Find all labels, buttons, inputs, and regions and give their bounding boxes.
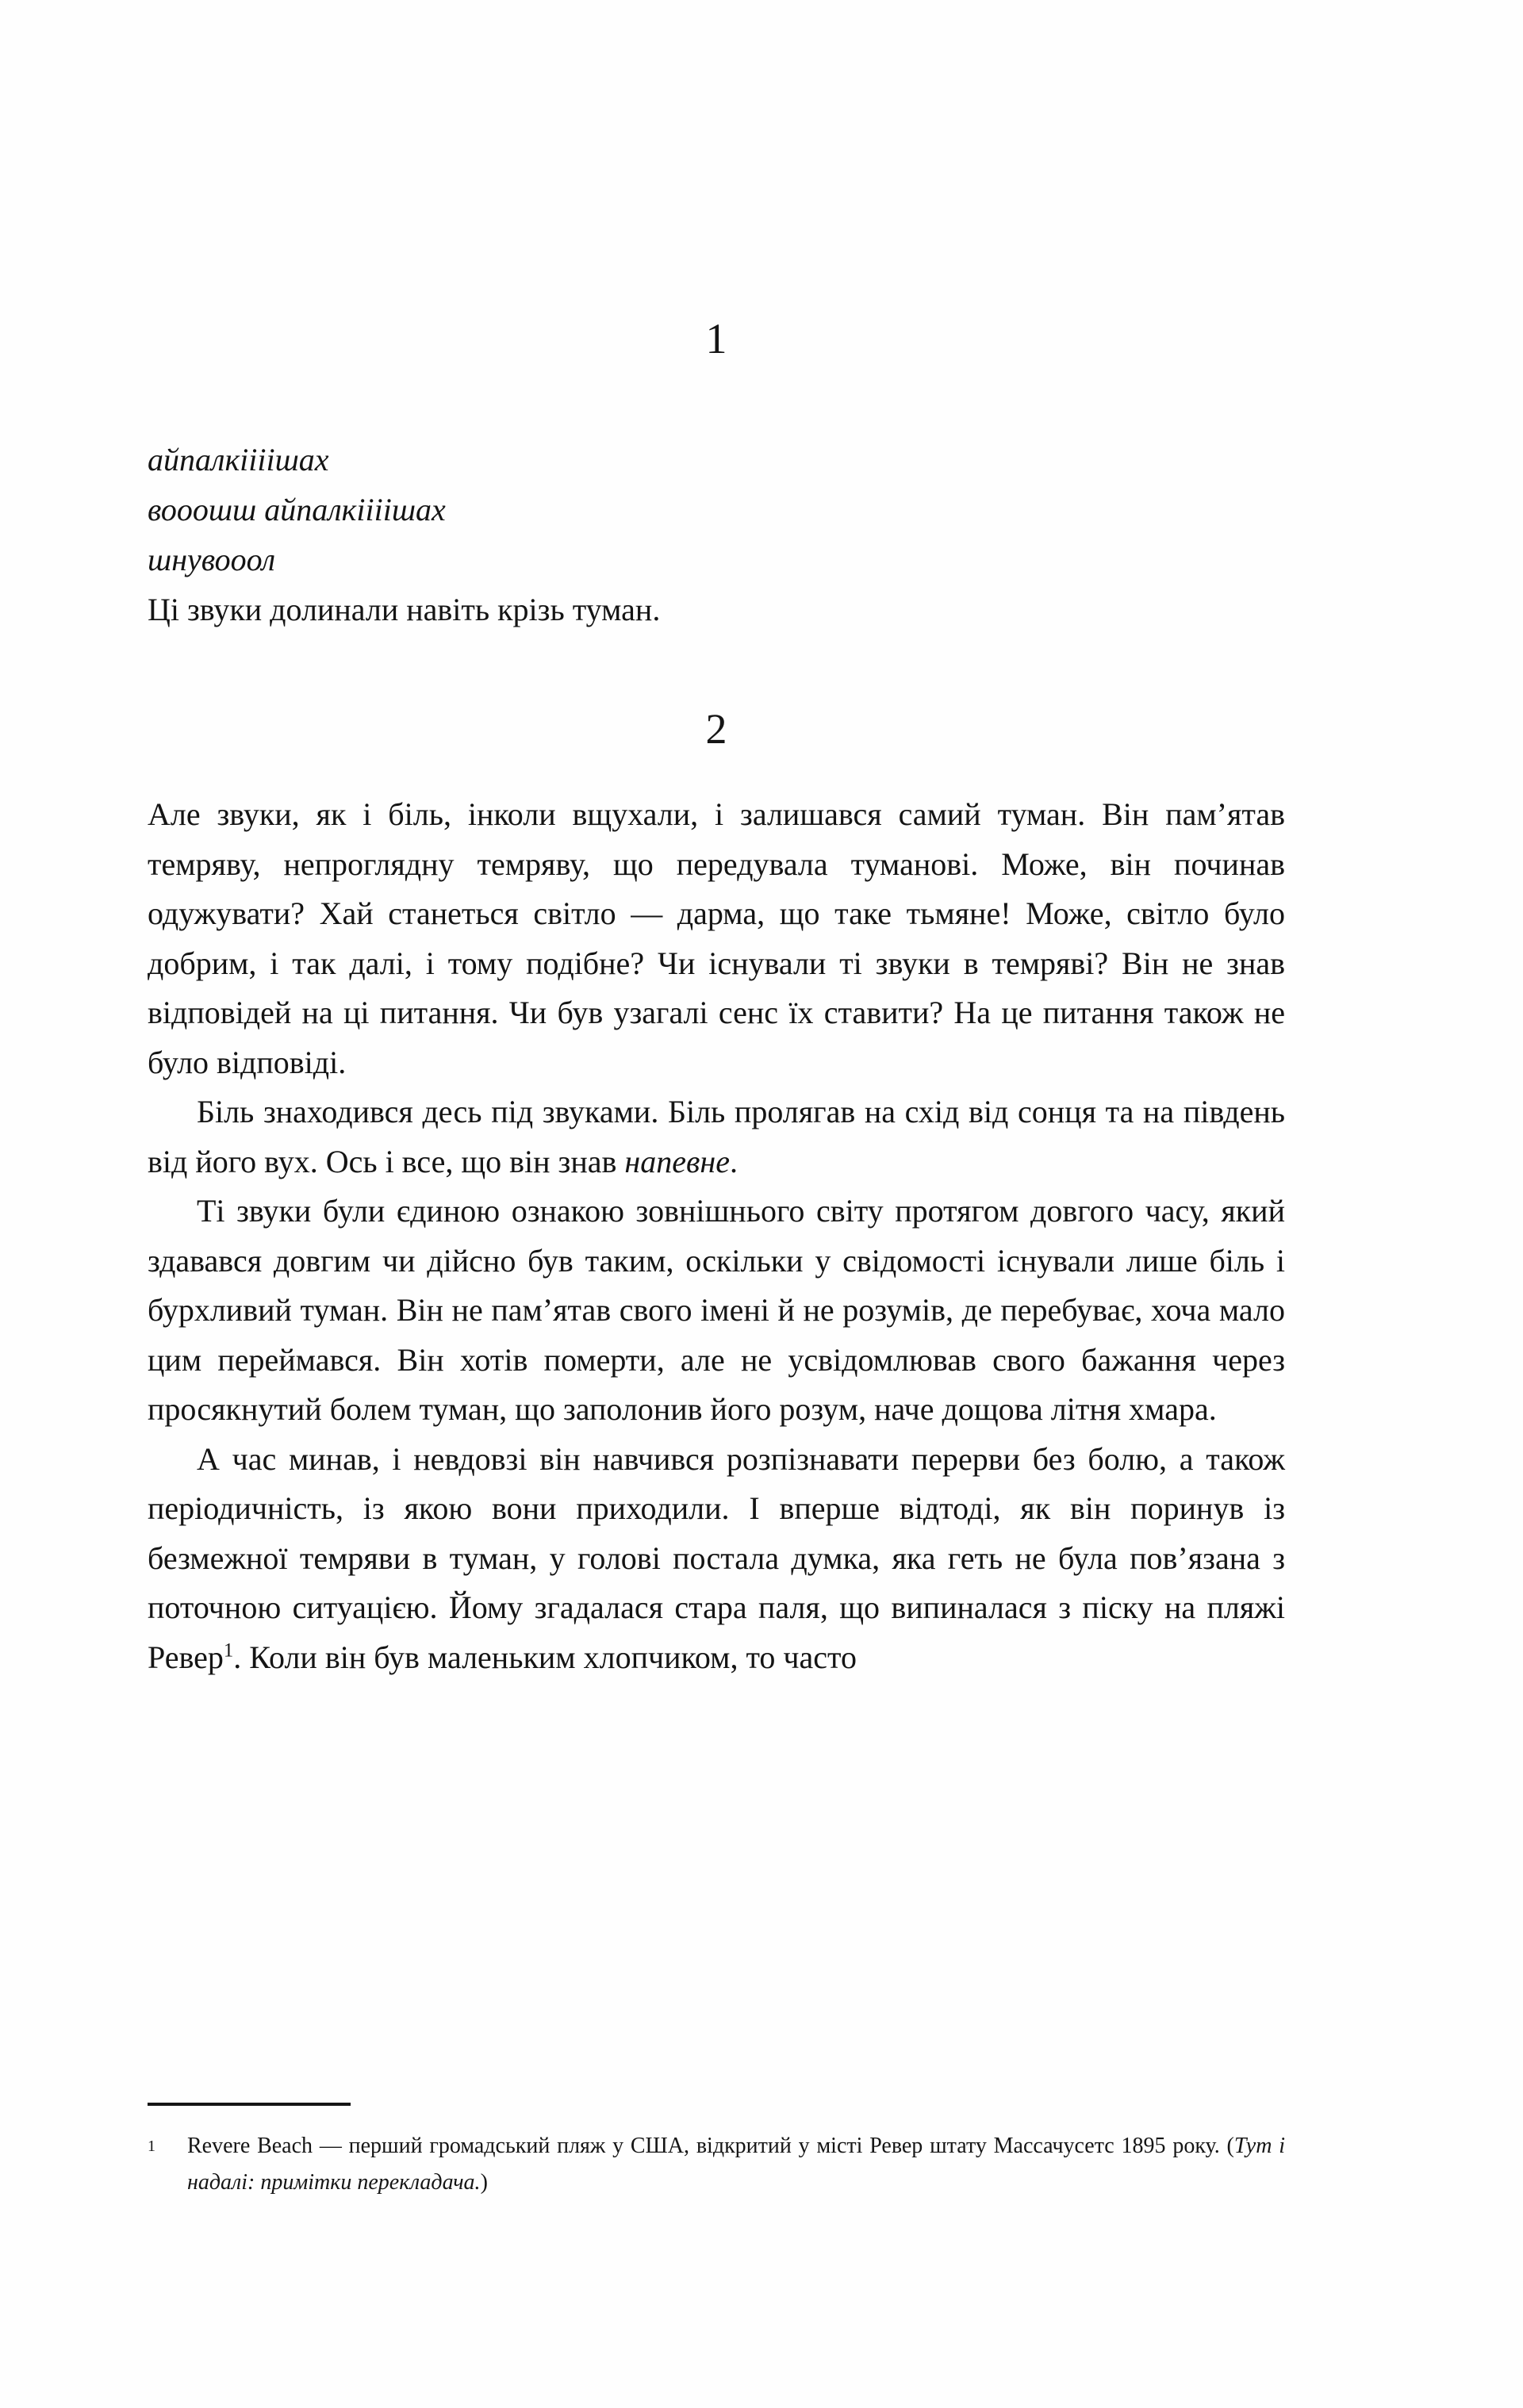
footnote-text-b: ) <box>480 2170 488 2195</box>
paragraph-4-text-a: А час минав, і невдовзі він навчився розпізнавати перерви без болю, а також періодичність, із якою вони приходили. І вперше відтоді, як він поринув із безмежної темряви в туман, у голові постала думка, яка геть не була пов’язана з поточною ситуацією. Йому згадалася стара паля, що випиналася з піску на пляжі Ревер <box>148 1440 1285 1675</box>
paragraph-2-text-a: Біль знаходився десь під звуками. Біль пролягав на схід від сонця та на південь від його вух. Ось і все, що він знав <box>148 1094 1285 1179</box>
footnote-marker: 1 <box>148 2138 155 2155</box>
verse-line-3: шнувооол <box>148 542 276 577</box>
footnote-emphasis: Тут і надалі: примітки перекладача. <box>187 2134 1285 2195</box>
verse-line-1: айпалкіііішах <box>148 442 329 477</box>
body-text <box>148 790 1285 1682</box>
footnote-row <box>148 2128 1285 2201</box>
footnote-text-a: Revere Beach — перший громадський пляж у США, відкритий у місті Ревер штату Массачусетс 1895 року. ( <box>187 2134 1234 2158</box>
footnote-separator-rule <box>148 2103 351 2106</box>
paragraph-2-text-b: . <box>729 1143 738 1179</box>
emphasis-napevne: напевне <box>624 1143 730 1179</box>
footnote-text <box>187 2128 1285 2201</box>
paragraph-4 <box>148 1435 1285 1683</box>
footnote-reference-1[interactable]: 1 <box>223 1639 234 1662</box>
verse-block <box>148 435 1285 635</box>
footnote-area <box>148 2103 1285 2201</box>
page-content <box>148 0 1285 1682</box>
section-number-1: 1 <box>705 315 727 362</box>
paragraph-4-text-b: . Коли він був маленьким хлопчиком, то часто <box>233 1639 857 1675</box>
paragraph-2 <box>148 1087 1285 1187</box>
section-number-2: 2 <box>705 705 727 753</box>
verse-line-2: вооошш айпалкіііішах <box>148 492 446 527</box>
paragraph-3: Ті звуки були єдиною ознакою зовнішнього світу протягом довгого часу, який здавався довгим чи дійсно був таким, оскільки у свідомості існували лише біль і бурхливий туман. Він не пам’ятав свого імені й не розумів, де перебуває, хоча мало цим переймався. Він хотів померти, але не усвідомлював свого бажання через просякнутий болем туман, що заполонив його розум, наче дощова літня хмара. <box>148 1193 1285 1427</box>
paragraph-1: Але звуки, як і біль, інколи вщухали, і залишався самий туман. Він пам’ятав темряву, непроглядну темряву, що передувала туманові. Може, він починав одужувати? Хай станеться світло — дарма, що таке тьмяне! Може, світло було добрим, і так далі, і тому подібне? Чи існували ті звуки в темряві? Він не знав відповідей на ці питання. Чи був узагалі сенс їх ставити? На це питання також не було відповіді. <box>148 796 1285 1080</box>
verse-line-4: Ці звуки долинали навіть крізь туман. <box>148 592 661 627</box>
